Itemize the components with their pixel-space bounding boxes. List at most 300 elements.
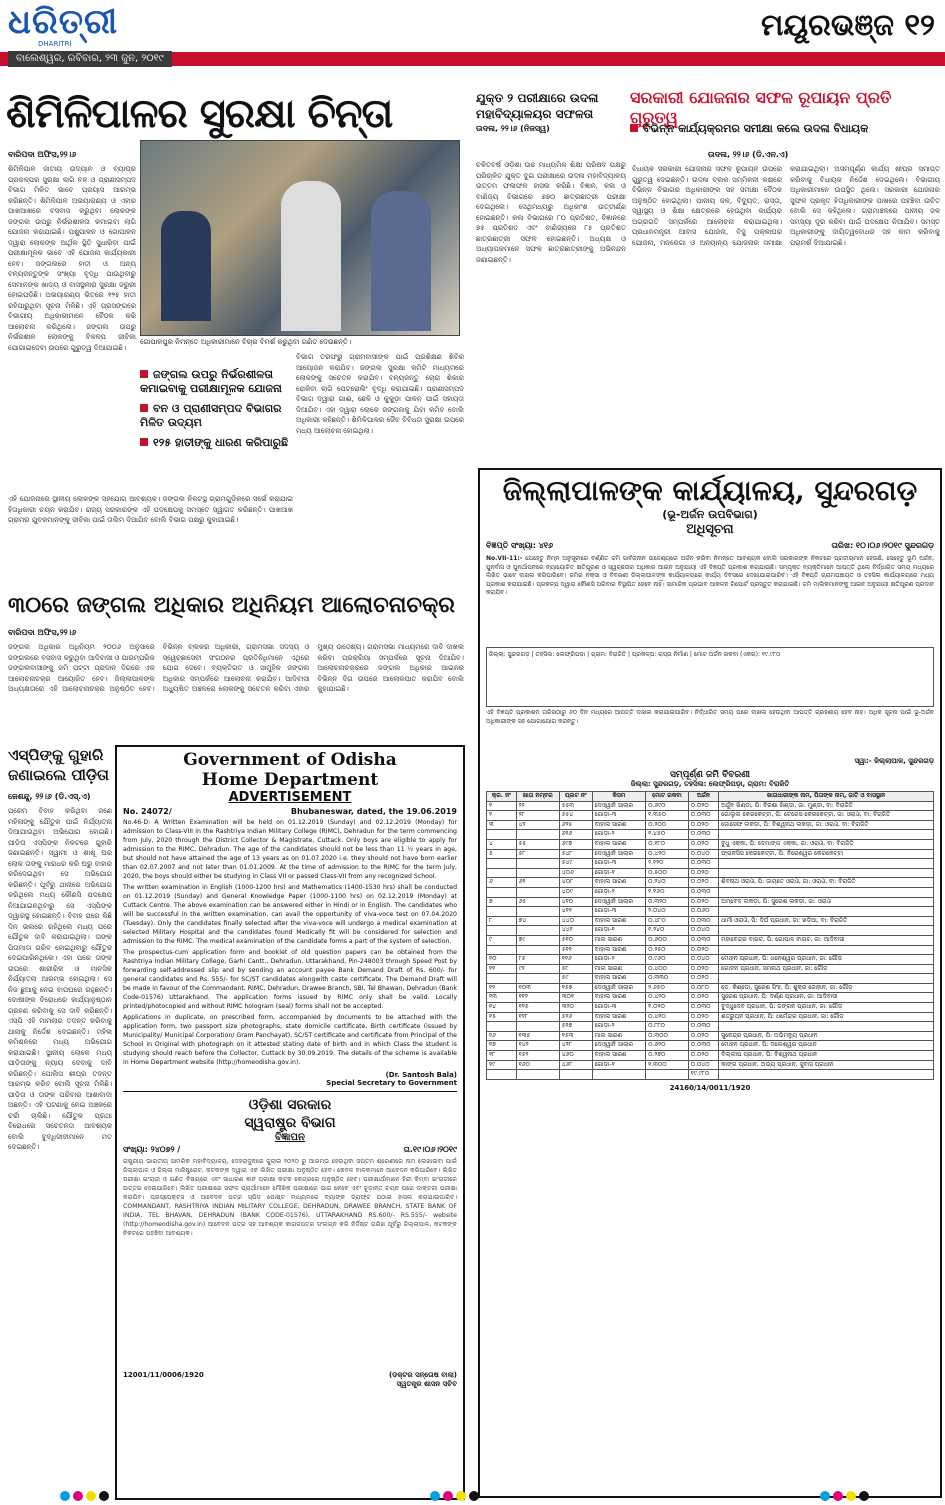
table-cell: ୦.୦୩୦	[688, 811, 718, 821]
table-cell: ୧୨୮	[516, 1012, 559, 1022]
table-cell: ୦.୦୪୦	[688, 955, 718, 965]
table-header-cell: ଅର୍ଜନ	[688, 792, 718, 802]
table-cell: ୦.୦୮୦	[688, 983, 718, 993]
table-cell: ୪୪୦	[559, 916, 592, 926]
table-cell: ୬୨୬	[559, 830, 592, 840]
table-cell	[487, 945, 517, 955]
table-cell: ଜୋସେଫ ଲକଡ଼ା, ପି: ବିଶ୍ୱନାଥ ଲକଡ଼ା, ଜା: ଓରାଓଁ, ବା: ବିରାଜିତି	[719, 820, 934, 830]
od-date: ତା.୧୯।୦୬।୨୦୧୯	[403, 1145, 457, 1154]
table-row	[487, 1022, 934, 1032]
govt-signer-title: Special Secretary to Government	[326, 1079, 457, 1087]
story2-byline: ଉଦଳା, ୨୨।୬ (ନିଜସ୍ୱ)	[476, 124, 550, 133]
table-cell: ଧାର୍ମୀ ଓରାଓଁ, ପି: ଦିର୍ଘ ପ୍ରଧାନ, ଜା: ଖଡ଼ିଆ, ବା: ବିରାଜିତି	[719, 916, 934, 926]
table-row	[487, 839, 934, 849]
od-title-2: ସ୍ୱରାଷ୍ଟ୍ର ବିଭାଗ	[244, 1115, 336, 1131]
land-schedule-table	[486, 791, 934, 1080]
registration-dot	[99, 1491, 109, 1501]
table-cell: ୮୫	[516, 955, 559, 965]
story5-headline: ଏସ୍‌ପିଙ୍କୁ ଗୁହାରି ଜଣାଇଲେ ପୀଡ଼ିତା	[8, 746, 109, 784]
table-cell: ୦.୪୦୦	[646, 964, 689, 974]
table-cell: ୫୫୪	[559, 811, 592, 821]
table-cell	[516, 926, 559, 936]
table-cell: ଗୋଦନ ପ୍ରଧାନ, ସମନାଥ ପ୍ରଧାନ, ଜା: ଗୌଡ଼	[719, 964, 934, 974]
table-cell: ୦.୦୨୦	[688, 964, 718, 974]
table-cell	[719, 868, 934, 878]
lead-photo	[140, 140, 460, 336]
table-row	[487, 830, 934, 840]
table-cell: ୪୨	[516, 820, 559, 830]
table-cell: ମାଲ ସାରଣ	[592, 964, 646, 974]
table-row	[487, 926, 934, 936]
logo-subtitle: DHARITRI	[38, 40, 72, 48]
notice-ref: No.VII-11:-	[486, 555, 523, 562]
story2-headline: ଯୁକ୍ତ ୨ ପରୀକ୍ଷାରେ ଉଦଳା ମହାବିଦ୍ୟାଳୟର ସଫଳତା	[476, 91, 599, 121]
notice-label: ଅଧିସୂଚନା	[686, 522, 734, 537]
story5-byline: ଜେଶନ୍ଦୁ, ୨୨।୬ (ଡି.ଏସ୍.ଏ)	[8, 792, 91, 801]
table-row	[487, 916, 934, 926]
table-cell: ୬	[487, 878, 517, 888]
table-cell: ୧୩୫	[516, 1031, 559, 1041]
lead-highlights	[140, 368, 290, 508]
table-cell: ଗୋଡ଼ା-୩	[592, 859, 646, 869]
table-row	[487, 907, 934, 917]
table-cell: ୦.୦୪୦	[688, 849, 718, 859]
story2-text: ଚଳିତବର୍ଷ ଓଡ଼ିଶା ଉଚ୍ଚ ମାଧ୍ୟମିକ ଶିକ୍ଷା ପରିଷଦ ପକ୍ଷରୁ ପରିଚାଳିତ ଯୁକ୍ତ ଦୁଇ ପରୀକ୍ଷାରେ ଉଦଳା ମହାବିଦ୍ୟାଳୟ ଉତ୍ତମ ଫଳାଫଳ ହାସଲ କରିଛି। ବିଜ୍ଞାନ, କଳା ଓ ବାଣିଜ୍ୟ ବିଭାଗରେ ୭୭୦ ଛାତ୍ରଛାତ୍ରୀ ପରୀକ୍ଷା ଦେଇଥିଲେ। ସେଥିମଧ୍ୟରୁ ଅଧିକାଂଶ ଉତ୍ତୀର୍ଣ୍ଣ ହୋଇଛନ୍ତି। କଳା ବିଭାଗରେ ୮୦ ପ୍ରତିଶତ, ବିଜ୍ଞାନରେ ୭୫ ପ୍ରତିଶତ ଏବଂ ବାଣିଜ୍ୟରେ ୮୫ ପ୍ରତିଶତ ଛାତ୍ରଛାତ୍ରୀ ସଫଳ ହୋଇଛନ୍ତି। ଅଧ୍ୟକ୍ଷ ଓ ଅଧ୍ୟାପକମାନେ ସଫଳ ଛାତ୍ରଛାତ୍ରୀଙ୍କୁ ଅଭିନନ୍ଦନ ଜଣାଇଛନ୍ତି।	[476, 161, 626, 264]
table-cell: ୦.୦୩୦	[688, 830, 718, 840]
table-cell	[516, 1022, 559, 1032]
table-cell: ୬୨୫	[559, 820, 592, 830]
table-cell	[487, 887, 517, 897]
table-cell	[719, 830, 934, 840]
story5-text: ପ୍ରେମ ବିବାହ କରିଥିବା ଜଣେ ମହିଳାଙ୍କୁ ଯୌତୁକ ପାଇଁ ନିର୍ଯ୍ୟାତନା ଦିଆଯାଉଥିବା ଅଭିଯୋଗ ହୋଇଛି। ପୀଡ଼ିତା ଏସ୍‌ପିଙ୍କ ନିକଟରେ ଗୁହାରି ଜଣାଇଛନ୍ତି। ସ୍ୱାମୀ ଓ ଶାଶୂ ଘର ଲୋକ ତାଙ୍କୁ ମାରଧର କରି ଘରୁ ବାହାର କରିଦେଇଥିବା ସେ ଅଭିଯୋଗ କରିଛନ୍ତି। ପୂର୍ବରୁ ଥାନାରେ ଅଭିଯୋଗ କରିଥିଲେ ମଧ୍ୟ କୌଣସି ପଦକ୍ଷେପ ନିଆଯାଇନଥିବାରୁ ସେ ଏସ୍‌ପିଙ୍କ ଦ୍ୱାରସ୍ଥ ହୋଇଛନ୍ତି। ବିବାହ ପରେ କିଛି ଦିନ ଭଲରେ ରହିଥିଲେ ମଧ୍ୟ ପରେ ଯୌତୁକ ଦାବି କରାଯାଇଥିଲା। ତାଙ୍କ ପିତାମାତା ଗରିବ ହୋଇଥିବାରୁ ଯୌତୁକ ଦେଇପାରିନଥିଲେ। ଏହା ପରେ ତାଙ୍କ ଉପରେ ଶାରୀରିକ ଓ ମାନସିକ ନିର୍ଯ୍ୟାତନା ଆରମ୍ଭ ହୋଇଥିଲା। ସେ ନିଜ ଛୁଆକୁ ନେଇ ବାପଘରେ ରହୁଛନ୍ତି। ଦୋଷୀଙ୍କ ବିରୋଧରେ କାର୍ଯ୍ୟାନୁଷ୍ଠାନ ଗ୍ରହଣ କରିବାକୁ ସେ ଦାବି କରିଛନ୍ତି। ଏସ୍‌ପି ଏହି ମାମଲାର ତଦନ୍ତ କରିବାକୁ ଥାନାକୁ ନିର୍ଦ୍ଦେଶ ଦେଇଛନ୍ତି। ମହିଳା କମିଶନରେ ମଧ୍ୟ ଅଭିଯୋଗ କରାଯାଇଛି। ସ୍ଥାନୀୟ ଲୋକେ ମଧ୍ୟ ପୀଡ଼ିତାଙ୍କୁ ନ୍ୟାୟ ଦେବାକୁ ଦାବି କରିଛନ୍ତି। ପୋଲିସ ଶୀଘ୍ର ତଦନ୍ତ ଆରମ୍ଭ କରିବ ବୋଲି ସୂଚନା ମିଳିଛି। ପୀଡ଼ିତା ଓ ତାଙ୍କ ପରିବାର ଆଶାବାଦୀ ଅଛନ୍ତି। ଏହି ଘଟଣାକୁ ନେଇ ଅଞ୍ଚଳରେ ଚର୍ଚ୍ଚା ଚାଲିଛି। ଯୌତୁକ ପ୍ରଥା ବିରୋଧରେ ସଚେତନତା ଆବଶ୍ୟକ ବୋଲି ବୁଦ୍ଧିଜୀବୀମାନେ ମତ ଦେଇଛନ୍ତି।	[8, 807, 112, 1151]
table-cell: ୨୨	[516, 801, 559, 811]
table-cell: ଦେଓ୍ୱାନି ସାଲାର	[592, 849, 646, 859]
table-cell: ୦.୪୮୦	[646, 916, 689, 926]
table-body	[487, 801, 934, 1079]
highlight-2: ବନ ଓ ପ୍ରାଣୀସମ୍ପଦ ବିଭାଗର ମିଳିତ ଉଦ୍ୟମ	[140, 402, 290, 430]
table-cell: ୦.୦୨୦	[688, 878, 718, 888]
table-cell: ୫୧୦	[559, 935, 592, 945]
table-cell: ୦.୦୪୦	[688, 1060, 718, 1070]
table-cell	[487, 926, 517, 936]
table-cell: ଦିଲ୍ଲୀପ ପ୍ରଧାନ, ପି: ବିଶ୍ୱନାଥ ପ୍ରଧାନ	[719, 1051, 934, 1061]
table-cell: ୯୨	[516, 964, 559, 974]
table-cell	[516, 1070, 559, 1080]
table-cell	[487, 868, 517, 878]
table-cell: ବାହାଲ ସାରଣ	[592, 820, 646, 830]
table-row	[487, 878, 934, 888]
table-cell: ୦.୦୩୦	[688, 935, 718, 945]
table-cell: ୦.୦୨୦	[688, 1051, 718, 1061]
table-cell: ୨	[487, 811, 517, 821]
table-cell: ଅମ୍ବେଦ ଲକଡ଼ା, ପି: ସୁରେଶ ଲକଡ଼ା, ଜା: ଓରାଓଁ	[719, 897, 934, 907]
table-cell: ଗୋଡ଼ା-୩	[592, 1003, 646, 1013]
table-row	[487, 1051, 934, 1061]
table-cell: ଗୋଡ଼ା-୨	[592, 887, 646, 897]
table-header-cell: କିସମ	[592, 792, 646, 802]
notice-summary-box: ଜିଲ୍ଲା: ସୁନ୍ଦରଗଡ଼ | ତହସିଲ: ଲେଫ୍ରିପଡ଼ା | ଗ୍ରାମ: ବିରାଜିତି | ପ୍ରକଳ୍ପ: ରାସ୍ତା ନିର୍ମାଣ | ମୋଟ ଅର୍ଜନ ରକବା (ଏକର): ୧୯.୯୮୦	[486, 647, 934, 707]
table-cell	[516, 907, 559, 917]
table-cell: ୫୪୯	[559, 859, 592, 869]
table-cell	[487, 1022, 517, 1032]
table-cell: ୧୭	[487, 1041, 517, 1051]
registration-dot	[73, 1491, 83, 1501]
table-cell	[487, 859, 517, 869]
lead-text-col1: ଶିମିଳିପାଳ ଜାତୀୟ ଉଦ୍ୟାନ ଓ ବ୍ୟାଘ୍ର ପ୍ରକଳ୍ପର ସୁରକ୍ଷା ଲାଗି ବନ ଓ ପ୍ରାଣୀସମ୍ପଦ ବିଭାଗ ମିଳିତ ଭାବେ ପ୍ରୟାସ ଆରମ୍ଭ କରିଛନ୍ତି। ଶିମିଳିପାଳ ଅଭୟାରଣ୍ୟ ଓ ଏହାର ପାଖଆଖରେ ବସବାସ କରୁଥିବା ଲୋକଙ୍କ ଜଙ୍ଗଲ ଉପରୁ ନିର୍ଭରଶୀଳତା କମାଇବା ଲାଗି ଯୋଜନା କରାଯାଇଛି। ପଶୁପାଳନ ଓ ଗୋପାଳନ ଦ୍ୱାରା ଲୋକଙ୍କ ଆର୍ଥିକ ସ୍ଥିତି ସୁଧାରିବା ପାଇଁ ପରୀକ୍ଷାମୂଳକ ଭାବେ ଏହି ଯୋଜନା କାର୍ଯ୍ୟକାରୀ ହେବ। ଜଙ୍ଗଲରେ ହାତୀ ଓ ଅନ୍ୟ ବନ୍ୟଜନ୍ତୁଙ୍କ ସଂଖ୍ୟା ବୃଦ୍ଧି ପାଉଥିବାରୁ ସେମାନଙ୍କ ଖାଦ୍ୟ ଓ ବାସସ୍ଥଳୀର ସୁରକ୍ଷା ଜରୁରୀ ହୋଇପଡ଼ିଛି। ଅଭୟାରଣ୍ୟ ଭିତରେ ୧୨୫ ହାତୀ ରହିପାରୁଥିବା ସୂଚନା ମିଳିଛି। ଏହି ପ୍ରସଙ୍ଗରେ ବିଭାଗୀୟ ଅଧିକାରୀମାନେ ବୈଠକ କରି ଆଲୋଚନା କରିଥିଲେ। ଜଙ୍ଗଲ ଉପରୁ ନିର୍ଭରଶୀଳ ଲୋକଙ୍କୁ ବିକଳ୍ପ ଜୀବିକା ଯୋଗାଇଦେବା ଉପରେ ଗୁରୁତ୍ୱ ଦିଆଯାଇଛି।	[8, 165, 136, 352]
table-cell: ୧	[487, 801, 517, 811]
table-cell: ୪	[487, 839, 517, 849]
table-cell	[592, 1070, 646, 1080]
table-row	[487, 1070, 934, 1080]
table-cell: ୧୧	[487, 964, 517, 974]
table-cell	[719, 859, 934, 869]
table-cell: ୧୦	[487, 955, 517, 965]
table-row	[487, 935, 934, 945]
table-row	[487, 1041, 934, 1051]
table-cell	[487, 1070, 517, 1080]
table-cell: ସୁରେଶ ପ୍ରଧାନ, ପି: ବର୍ଣ୍ଣ ପ୍ରଧାନ, ଜା: ଆଦିବାସୀ	[719, 993, 934, 1003]
notice-terms: ଏହି ବିଜ୍ଞପ୍ତି ପ୍ରକାଶନ ତାରିଖଠାରୁ ୬୦ ଦିନ ମଧ୍ୟରେ ଆପତ୍ତି ଦାଖଲ କରାଯାଇପାରିବ। ନିର୍ଦ୍ଧାରିତ ସମୟ ପରେ ଦାଖଲ ହେଉଥିବା ଆପତ୍ତି ଗ୍ରହଣୀୟ ହେବ ନାହିଁ। ଅଧିକ ସୂଚନା ପାଇଁ ଭୂ-ଅର୍ଜନ ଅଧିକାରୀଙ୍କ ସହ ଯୋଗାଯୋଗ କରନ୍ତୁ।	[486, 709, 934, 725]
table-cell: ୦.୬୨୦	[646, 1041, 689, 1051]
table-row	[487, 945, 934, 955]
govt-ad-code: 12001/11/0006/1920	[123, 1371, 204, 1379]
govt-date: Bhubaneswar, dated, the 19.06.2019	[290, 807, 457, 816]
table-cell	[719, 974, 934, 984]
table-cell: ୨.୦୪୦	[646, 907, 689, 917]
table-cell: ସୁନେନ୍ଦ୍ର ପ୍ରଧାନ, ପି: ଅଭିମନ୍ୟୁ ପ୍ରଧାନ	[719, 1031, 934, 1041]
table-cell: ଅର୍ଜୁନ ଖିଣ୍ଡା, ପି: ବିରଶା ଖିଣ୍ଡା, ଜା: ମୁଣ୍ଡା, ବା: ବିରାଜିତି	[719, 801, 934, 811]
table-cell: ୪୦୯	[559, 887, 592, 897]
od-signer-title: ସ୍ୱତନ୍ତ୍ର ଶାସନ ସଚିବ	[396, 1380, 457, 1388]
notice-number: ବିଜ୍ଞପ୍ତି ସଂଖ୍ୟା: ୪୧୬	[486, 541, 554, 550]
table-cell: ୪୦୬	[559, 868, 592, 878]
govt-signer: (Dr. Santosh Bala)	[385, 1071, 457, 1079]
table-cell: ୫୨୬	[559, 1012, 592, 1022]
table-cell: କାଙ୍ଗ ପ୍ରଧାନ, ଅଭ୍ୟ ପ୍ରଧାନ, ସୁବାସ ପ୍ରଧାନ	[719, 1060, 934, 1070]
table-cell: ୪୦୮	[559, 878, 592, 888]
govt-title: Government of Odisha	[183, 750, 397, 770]
govt-para-4: Applications in duplicate, on prescribed form, accompanied by documents to be attached with the application form, two passport size photographs, state domicile certificate, Birth certificate (issued by Municipality/ Municipal Corporation/ Gram Panchayat), SC/ST certificate and certificate from Principal of the School in Original with photograph on it attested stating date of birth and in which Class the student is studying should reach before the Collector, Cuttack by 30.09.2019. The details of the scheme is available in Home Department website (http://homeodisha.gov.in).	[123, 1014, 457, 1066]
summary-title: ସମ୍ପୂର୍ଣ୍ଣ ଜମି ବିବରଣୀ	[669, 770, 751, 780]
table-cell: ୦.୦୨୦	[688, 1012, 718, 1022]
table-cell: ଦେଓ୍ୱାନି ସାଲାର	[592, 1041, 646, 1051]
collector-notice	[478, 468, 942, 1498]
table-cell: ୦.୦୩୦	[688, 1022, 718, 1032]
notice-signer: ସ୍ୱା:- ଜିଲ୍ଲାପାଳ, ସୁନ୍ଦରଗଡ଼	[854, 757, 934, 765]
table-cell: ୧୯.୯୮୦	[688, 1070, 718, 1080]
table-cell: ବାହାଲ ସାରଣ	[592, 974, 646, 984]
notice-subdivision: (ଭୂ-ଅର୍ଜନ ଉପବିଭାଗ)	[662, 508, 758, 521]
table-cell	[559, 1070, 592, 1080]
dateline: ବାଲେଶ୍ୱର, ରବିବାର, ୨୩ ଜୁନ, ୨୦୧୯	[8, 51, 172, 67]
table-cell: ବାହାଲ ସାରଣ	[592, 1012, 646, 1022]
table-cell: ଦେଓ୍ୱାନି ସାଲାର	[592, 801, 646, 811]
table-cell: ୫୮	[559, 964, 592, 974]
od-body: ରାଷ୍ଟ୍ରୀୟ ଭାରତୀୟ ସାମରିକ ମହାବିଦ୍ୟାଳୟ, ଦେହରାଦୁନରେ ଜୁଲାଇ ୨୦୨୦ ରୁ ଆରମ୍ଭ ହେଉଥିବା ସପ୍ତମ ଶ୍ରେଣୀରେ ନାମ ଲେଖାଇବା ପାଇଁ ଜିଲ୍ଲାପାଳ ଓ ଜିଲ୍ଲା ମାଜିଷ୍ଟ୍ରେଟ, କଟକଙ୍କ ଦ୍ୱାରା ଏକ ଲିଖିତ ପରୀକ୍ଷା ଅନୁଷ୍ଠିତ ହେବ। କେବଳ ବାଳକମାନେ ଆବେଦନ କରିପାରିବେ। ଲିଖିତ ପରୀକ୍ଷା ଇଂରାଜୀ ଓ ଗଣିତ ବିଷୟରେ ଏବଂ ସାଧାରଣ ଜ୍ଞାନ ପରୀକ୍ଷା କଟକ କେନ୍ଦ୍ରରେ ଅନୁଷ୍ଠିତ ହେବ। ପରୀକ୍ଷାର୍ଥୀମାନେ ହିନ୍ଦୀ କିମ୍ବା ଇଂରାଜୀରେ ଉତ୍ତର ଦେଇପାରିବେ। ଲିଖିତ ପରୀକ୍ଷାରେ ସଫଳ ପ୍ରାର୍ଥୀମାନେ ମୌଖିକ ପରୀକ୍ଷାରେ ଭାଗ ନେବେ ଏବଂ ଚୂଡ଼ାନ୍ତ ଚୟନ ପରେ ଡାକ୍ତରୀ ପରୀକ୍ଷା କରାଯିବ। ପ୍ରସ୍ପେକ୍ଟସ ଓ ଆବେଦନ ପତ୍ର ସ୍ପିଡ଼ ପୋଷ୍ଟ ମାଧ୍ୟମରେ ବ୍ୟାଙ୍କ ଡ୍ରାଫ୍ଟ ପଠାଇ ହାସଲ କରାଯାଇପାରିବ। COMMANDANT, RASHTRIYA INDIAN MILITARY COLLEGE, DEHRADUN, DRAWEE BRANCH, STATE BANK OF INDIA, TEL BHAVAN, DEHRADUN (BANK CODE-01576), UTTARAKHAND RS.600/- RS.555/- website (http://homeodisha.gov.in) ଆବେଦନ ପତ୍ର ସହ ଆବଶ୍ୟକ କାଗଜପତ୍ର ସଂଲଗ୍ନ କରି ନିର୍ଦ୍ଦିଷ୍ଟ ତାରିଖ ପୂର୍ବରୁ ଜିଲ୍ଲାପାଳ, କଟକଙ୍କ ନିକଟରେ ପହଞ୍ଚିବା ଆବଶ୍ୟକ।	[123, 1158, 457, 1237]
table-cell: ୦.୦୨୦	[688, 1031, 718, 1041]
notice-code: 24160/14/0011/1920	[669, 1083, 751, 1092]
table-cell: ୧୫୨	[516, 1051, 559, 1061]
table-cell	[719, 907, 934, 917]
table-cell	[646, 1070, 689, 1080]
table-cell: ୧୬୦	[516, 1060, 559, 1070]
story3-headline: ସରକାରୀ ଯୋଜନାର ସଫଳ ରୂପାୟନ ପ୍ରତି ଗୁରୁତ୍ୱ	[630, 88, 892, 127]
table-cell: ୧.୦୨୦	[646, 1003, 689, 1013]
table-cell: ମହାବେନ୍ଦ୍ର ବାଗଚ, ପି: ଗୋପାଳ ବାଗଚ, ଜା: ଆଦିବାସୀ	[719, 935, 934, 945]
table-cell: ୦.୦୨୦	[688, 868, 718, 878]
table-cell	[516, 974, 559, 984]
table-cell: ୧୫	[487, 1012, 517, 1022]
table-row	[487, 801, 934, 811]
govt-adv-label: ADVERTISEMENT	[228, 790, 352, 805]
table-cell: ୦.୯୬୦	[646, 955, 689, 965]
registration-dot	[430, 1491, 440, 1501]
table-header-row	[487, 792, 934, 802]
table-cell: ୧୧୫	[516, 1003, 559, 1013]
table-header-cell: ପ୍ଲଟ ନଂ	[559, 792, 592, 802]
story3-text: ବିଧାୟକ ସରକାରୀ ଯୋଜନାର ସଫଳ ରୂପାୟନ ଉପରେ ଗୁରୁତ୍ୱ ଦେଇଛନ୍ତି। ଉଦଳା ବ୍ଲକ ସମ୍ମିଳନୀ କକ୍ଷରେ ବିଭିନ୍ନ ବିଭାଗର ଅଧିକାରୀଙ୍କ ସହ ସମୀକ୍ଷା ବୈଠକ ଅନୁଷ୍ଠିତ ହୋଇଥିଲା। ପାନୀୟ ଜଳ, ବିଦ୍ୟୁତ, ରାସ୍ତା, ସ୍ୱାସ୍ଥ୍ୟ ଓ ଶିକ୍ଷା କ୍ଷେତ୍ରରେ ହେଉଥିବା କାର୍ଯ୍ୟର ଅଗ୍ରଗତି ସମ୍ପର୍କରେ ଆଲୋଚନା କରାଯାଇଥିଲା। ପ୍ରଧାନମନ୍ତ୍ରୀ ଆବାସ ଯୋଜନା, ବିଜୁ ପକ୍କାଘର ଯୋଜନା, ମନରେଗା ଓ ଅନ୍ୟାନ୍ୟ ଯୋଜନାର ସମୀକ୍ଷା କରାଯାଇଥିଲା। ଅସମ୍ପୂର୍ଣ୍ଣ କାର୍ଯ୍ୟ ଶୀଘ୍ର ସମାପ୍ତ କରିବାକୁ ବିଧାୟକ ନିର୍ଦ୍ଦେଶ ଦେଇଥିଲେ। ବିଭାଗୀୟ ଅଧିକାରୀମାନେ ଉପସ୍ଥିତ ଥିଲେ। ସରକାରୀ ଯୋଜନାର ସୁଫଳ ପ୍ରକୃତ ହିତାଧିକାରୀଙ୍କ ପାଖରେ ପହଞ୍ଚିବା ଉଚିତ ବୋଲି ସେ କହିଥିଲେ। ଗ୍ରାମାଞ୍ଚଳରେ ପାନୀୟ ଜଳ ସମସ୍ୟା ଦୂର କରିବା ପାଇଁ ପଦକ୍ଷେପ ନିଆଯିବ। ସମସ୍ତ ଅଧିକାରୀଙ୍କୁ ଦାୟିତ୍ୱବୋଧର ସହ କାମ କରିବାକୁ ପରାମର୍ଶ ଦିଆଯାଇଛି।	[632, 165, 940, 247]
photo-caption: ଗୋପାଳପୁର ନିମନ୍ତେ ଅଧିକାରୀମାନେ ବିଚାର ବିମର୍ଶ କରୁଥିବା ଗଣିତ ଦେଉଛନ୍ତି।	[140, 338, 352, 346]
table-cell: ୪୨୮	[559, 1041, 592, 1051]
table-cell: ୧.୩୦୦	[646, 1060, 689, 1070]
table-cell: ୦.୪୨୦	[646, 993, 689, 1003]
highlight-3: ୧୨୫ ହାତୀଙ୍କୁ ଧାରଣ କରିପାରୁଛି	[140, 436, 290, 450]
table-cell	[516, 887, 559, 897]
table-cell: ଗୋଡ଼ା-୧	[592, 926, 646, 936]
table-cell	[487, 974, 517, 984]
notice-title: ଜିଲ୍ଲାପାଳଙ୍କ କାର୍ଯ୍ୟାଳୟ, ସୁନ୍ଦରଗଡ଼	[502, 474, 918, 507]
table-cell: ଫ୍ରାନସିସ କେରକେଟ୍ଟା, ପି: ବିରେଶ୍ୱର କେରକେଟ୍ଟା	[719, 849, 934, 859]
table-cell: ୦.୪୨୦	[646, 849, 689, 859]
notice-preamble: No.VII-11:- ଯେହେତୁ ନିମ୍ନ ଅନୁସୂଚୀରେ ବର୍ଣ୍ଣିତ ଜମି ସାର୍ବଜନୀନ ଉଦ୍ଦେଶ୍ୟରେ ଅର୍ଜନ କରିବା ନିମନ୍ତେ ଆବଶ୍ୟକ ବୋଲି ସରକାରଙ୍କ ନିକଟରେ ପ୍ରତୀୟମାନ ହେଉଛି, ସେହେତୁ ଭୂମି ଅର୍ଜନ, ପୁନର୍ବାସ ଓ ପୁନର୍ଥାପନରେ ନ୍ୟାୟୋଚିତ କ୍ଷତିପୂରଣ ଓ ସ୍ୱଚ୍ଛତାର ଅଧିକାର ଆଇନ ଅନୁଯାୟୀ ଏହି ବିଜ୍ଞପ୍ତି ପ୍ରକାଶ କରାଯାଉଛି। ସମ୍ପୃକ୍ତ ବ୍ୟକ୍ତିମାନେ ଆପତ୍ତି ଥିଲେ ନିର୍ଦ୍ଧାରିତ ସମୟ ମଧ୍ୟରେ ଲିଖିତ ଭାବେ ଦାଖଲ କରିପାରିବେ। ଜମିର ନକ୍ସା ଓ ବିବରଣୀ ଜିଲ୍ଲାପାଳଙ୍କ କାର୍ଯ୍ୟାଳୟରେ କାର୍ଯ୍ୟ ଦିବସରେ ଦେଖାଯାଇପାରିବ। ଏହି ବିଜ୍ଞପ୍ତି ଗ୍ରାମପଞ୍ଚାୟତ ଓ ତହସିଲ କାର୍ଯ୍ୟାଳୟରେ ମଧ୍ୟ ପ୍ରକାଶ କରାଯାଇଛି। ପ୍ରକଳ୍ପ ଦ୍ୱାରା କୌଣସି ପରିବାର ବିସ୍ଥାପିତ ହେବେ ନାହିଁ। ସାମାଜିକ ପ୍ରଭାବ ଆକଳନ ରିପୋର୍ଟ ପ୍ରସ୍ତୁତ କରାଯାଇଛି। ଜମି ମାଲିକମାନଙ୍କୁ ଆଇନ ଅନୁଯାୟୀ କ୍ଷତିପୂରଣ ପ୍ରଦାନ କରାଯିବ।	[486, 555, 934, 596]
table-cell: ୧୨	[487, 983, 517, 993]
table-cell: ୭	[487, 897, 517, 907]
table-cell: ଗୋଡ଼ା-୨	[592, 830, 646, 840]
table-row	[487, 820, 934, 830]
table-row	[487, 1060, 934, 1070]
table-cell: ବୁଦ୍ଧୁଦେବ ପ୍ରଧାନ, ପି: ଜଙ୍ଗନ ପ୍ରଧାନ, ଜା: ଗୌଡ଼	[719, 1003, 934, 1013]
table-cell: ବାହାଲ ସାରଣ	[592, 993, 646, 1003]
table-cell: ୦.୦୨୦	[688, 801, 718, 811]
govt-odisha-advertisement	[115, 745, 465, 1500]
table-cell: ମାଲ ସାରଣ	[592, 1031, 646, 1041]
table-row	[487, 811, 934, 821]
registration-dot	[60, 1491, 70, 1501]
table-cell: ୦.୦୩୦	[688, 916, 718, 926]
registration-dot	[833, 1491, 843, 1501]
govt-para-3: The prospectus-cum application form and booklet of old question papers can be obtained from the Rashtriya Indian Military College, Garhi Cantt., Dehradun, Uttarakhand, Pin-248003 through Speed Post by forwarding self-addressed slip and by sending an account payee Bank Demand Draft of Rs. 600/- for general candidates and Rs. 555/- for SC/ST candidates alongwith caste certificate. The Demand Draft will be made in favour of the Commandant, RIMC, Dehradun, Drawee Branch, SBI, Tel Bhawan, Dehradun (Bank Code-01576) Uttarakhand. The application forms issued by RIMC only shall be valid. Locally printed/photocopied and without RIMC hologram (seal) forms shall not be accepted.	[123, 949, 457, 1010]
table-cell: ୧୫୭	[559, 983, 592, 993]
table-cell: ୨୮	[516, 811, 559, 821]
table-cell: ୦.୨୫୦	[646, 945, 689, 955]
table-cell: ମାଲ ସାରଣ	[592, 935, 646, 945]
summary-subtitle: ଜିଲ୍ଲା: ସୁନ୍ଦରଗଡ଼, ତହସିଲ: ଲେଫ୍ରିପଡ଼ା, ଗ୍ରାମ: ବିରାଜିତି	[630, 780, 790, 788]
table-cell: ୪୬୦	[559, 1051, 592, 1061]
table-cell: ଗୋଡ଼ା-୩	[592, 907, 646, 917]
table-row	[487, 1031, 934, 1041]
table-cell: ବାହାଲ ସାରଣ	[592, 916, 646, 926]
table-cell: ଗୋଡ଼ା-୧	[592, 1060, 646, 1070]
table-cell: ୧୩	[487, 993, 517, 1003]
govt-para-2: The written examination in English (1000-1200 hrs) and Mathematics (1400-1530 hrs) shall be conducted on 01.12.2019 (Sunday) and General Knowledge Paper (1000-1100 hrs) on 02.12.2019 (Monday) at Cuttack Centre. The above examination can be answered either in Hindi or in English. The candidates who will be successful in the written examination, can avail the opportunity of viva-voce test on 07.04.2020 (Tuesday). Only the candidates finally selected after the viva-voce will undergo a medical examination at selected Military Hospital and the candidates found Medically fit will be considered for selection and admission to the RIMC. The medical examination of the candidate forms a part of the system of selection.	[123, 884, 457, 945]
registration-marks-right	[820, 1486, 872, 1505]
table-cell: ୦.୨୪୦	[646, 878, 689, 888]
table-cell: ୦.୦୩୦	[688, 1003, 718, 1013]
table-cell: ୦.୦୬୦	[688, 907, 718, 917]
table-cell: ୫୫	[516, 839, 559, 849]
story4-text: ଜଙ୍ଗଲ ଅଧିକାର ଅଧିନିୟମ ୨୦୦୬ ଅନୁସାରେ ଜଙ୍ଗଲରେ ବସବାସ କରୁଥିବା ଆଦିବାସୀ ଓ ପାରମ୍ପରିକ ଜଙ୍ଗଲବାସୀଙ୍କୁ ଜମି ପଟ୍ଟା ପ୍ରଦାନ ଦିଗରେ ଏକ ଆଲୋଚନାଚକ୍ର ଆୟୋଜିତ ହେବ। ଜିଲ୍ଲାପାଳଙ୍କ ଅଧ୍ୟକ୍ଷତାରେ ଏହି ଆଲୋଚନାଚକ୍ର ଅନୁଷ୍ଠିତ ହେବ। ବିଭିନ୍ନ ବ୍ଲକର ଅଧିକାରୀ, ଗ୍ରାମସଭା ସଦସ୍ୟ ଓ ସ୍ୱେଚ୍ଛାସେବୀ ସଂଗଠନର ପ୍ରତିନିଧିମାନେ ଏଥିରେ ଯୋଗ ଦେବେ। ବ୍ୟକ୍ତିଗତ ଓ ସାମୁହିକ ଜଙ୍ଗଲ ଅଧିକାର ସମ୍ପର୍କରେ ଆଲୋଚନା କରାଯିବ। ଆଦିବାସୀ ଅଧ୍ୟୁଷିତ ଅଞ୍ଚଳରେ ଲୋକଙ୍କୁ ସଚେତନ କରିବା ଏହାର ମୁଖ୍ୟ ଉଦ୍ଦେଶ୍ୟ। ଗ୍ରାମସଭା ମାଧ୍ୟମରେ ଦାବି ଦାଖଲ କରିବା ପ୍ରକ୍ରିୟା ସମ୍ପର୍କରେ ସୂଚନା ଦିଆଯିବ। ଆଲୋଚନାଚକ୍ରରେ ଜଙ୍ଗଲ ଅଧିକାର ଆଇନର ବିଭିନ୍ନ ଦିଗ ଉପରେ ଆଲୋକପାତ କରାଯିବ ବୋଲି କୁହାଯାଇଛି।	[8, 643, 464, 693]
govt-para-1: No.46-D: A Written Examination will be held on 01.12.2019 (Sunday) and 02.12.2019 (Monday) for admission to Class-VIII in the Rashtriya Indian Military College (RIMC), Dehradun for the term commencing from July, 2020 through the District Collector & Magistrate, Cuttack. Only boys are eligible to apply for admission to the RIMC, Dehradun. The age of the candidates should not be less than 11 ½ years in age, but should not have attained the age of 13 years as on 01.07.2020 i.e. they should not have born earlier than 02.07.2007 and not later than 01.01.2009. At the time of admission to the RIMC for the term July, 2020, the boys should either be studying in Class VII or passed Class-VII from any recognized School.	[123, 819, 457, 880]
table-cell: ୦.୩୩୦	[646, 974, 689, 984]
table-cell: ୩	[487, 820, 517, 830]
table-cell: ୪୧୨	[559, 907, 592, 917]
table-cell: ମୋହନ ପ୍ରଧାନ, ପି: ଧନେଶ୍ୱର ପ୍ରଧାନ, ଜା: ଗୌଡ଼	[719, 955, 934, 965]
table-cell: ୦.୦୩୦	[688, 859, 718, 869]
od-signer: (ଡକ୍ଟର ସନ୍ତୋଷ ବାଲା)	[388, 1371, 457, 1379]
story3-subheadline: ବିଭିନ୍ନ କାର୍ଯ୍ୟକ୍ରମର ସମୀକ୍ଷା କଲେ ଉଦଳା ବିଧାୟକ	[630, 122, 940, 136]
lead-text-bottom: ଏହି ଯୋଜନାରେ ସ୍ଥାନୀୟ ଲୋକଙ୍କ ସହଯୋଗ ଆବଶ୍ୟକ। ଜଙ୍ଗଲ ନିକଟସ୍ଥ ଗ୍ରାମଗୁଡ଼ିକରେ ସର୍ଭେ କରାଯାଇ ହିତାଧିକାରୀ ଚୟନ କରାଯିବ। ରାଜ୍ୟ ସରକାରଙ୍କ ଏହି ପଦକ୍ଷେପକୁ ସମସ୍ତେ ସ୍ୱାଗତ କରିଛନ୍ତି। ପାଖଆଖ ଗ୍ରାମର ଯୁବକମାନଙ୍କୁ ଜୀବିକା ପାଇଁ ତାଲିମ ଦିଆଯିବ ବୋଲି ବିଭାଗ ପକ୍ଷରୁ କୁହାଯାଇଛି।	[8, 495, 293, 524]
govt-dept: Home Department	[201, 770, 379, 790]
table-cell: ୯	[487, 935, 517, 945]
table-header-cell: ଖାତାଧାରୀଙ୍କ ନାମ, ପିତାଙ୍କ ନାମ, ଜାତି ଓ ବାସସ୍ଥାନ	[719, 792, 934, 802]
table-cell: ୪୧୦	[559, 897, 592, 907]
district-name: ମୟୂରଭଞ୍ଜ	[760, 8, 894, 43]
table-cell: ୧୫୩	[559, 1031, 592, 1041]
od-no: ସଂଖ୍ୟା: ୨୪୦୭୨ /	[123, 1145, 181, 1154]
table-cell: ବାହାଲ ସାରଣ	[592, 878, 646, 888]
table-cell: ୦.୦୨୦	[688, 897, 718, 907]
table-cell	[719, 1070, 934, 1080]
table-cell: ୦.୬୯୦	[646, 801, 689, 811]
table-cell: ୧୮	[487, 1051, 517, 1061]
registration-dot	[820, 1491, 830, 1501]
table-cell: ୦.୧୮୦	[646, 839, 689, 849]
table-cell: ୧.୧୬୦	[646, 887, 689, 897]
table-cell: ଦେଓ୍ୱାନି ସାଲାର	[592, 983, 646, 993]
table-row	[487, 993, 934, 1003]
table-cell: ୧୧୨	[516, 993, 559, 1003]
story3-byline: ଉଦଳା, ୨୨।୬ (ଡି.ଏନ.ଏ)	[708, 150, 789, 159]
table-cell: ୪୪୧	[559, 926, 592, 936]
story4-headline: ୩୦ରେ ଜଙ୍ଗଲ ଅଧିକାର ଅଧିନିୟମ ଆଲୋଚନାଚକ୍ର	[8, 592, 455, 618]
table-cell: ୧୧୬	[559, 955, 592, 965]
table-cell: ୧.୪୫୦	[646, 830, 689, 840]
table-cell: ୭୯	[516, 935, 559, 945]
table-cell: ୭୪	[516, 916, 559, 926]
table-cell: ୨.୧୨୦	[646, 859, 689, 869]
od-title-1: ଓଡ଼ିଶା ସରକାର	[248, 1097, 332, 1113]
table-cell: ୦.୦୪୦	[688, 926, 718, 936]
lead-byline: ବାରିପଦା ଅଫିସ,୨୨।୬	[8, 150, 77, 159]
table-cell: ୮	[487, 916, 517, 926]
table-cell: ବାହାଲ ସାରଣ	[592, 1051, 646, 1061]
table-cell: ୧.୩୫୦	[646, 811, 689, 821]
table-row	[487, 849, 934, 859]
table-row	[487, 974, 934, 984]
table-cell: ୧୬	[487, 1031, 517, 1041]
table-cell: ୧.୨୪୦	[646, 926, 689, 936]
table-cell: ଦେଓ୍ୱାନି ସାଲାର	[592, 897, 646, 907]
registration-dot	[443, 1491, 453, 1501]
table-cell: ୩୦୧	[559, 993, 592, 1003]
table-cell: ୧୪୨	[516, 1041, 559, 1051]
table-cell: ୬୫	[516, 897, 559, 907]
table-row	[487, 983, 934, 993]
table-cell: ୩୨୦	[559, 1003, 592, 1013]
highlight-1: ଜଙ୍ଗଲ ଉପରୁ ନିର୍ଭରଶୀଳତା କମାଇବାକୁ ପରୀକ୍ଷାମୂଳକ ଯୋଜନା	[140, 368, 290, 396]
table-cell: ୦.୦୩୦	[688, 1041, 718, 1051]
registration-dot	[846, 1491, 856, 1501]
od-title-3: ବିଜ୍ଞାପନ	[275, 1132, 305, 1143]
table-cell: ଗୋଡ଼ା-୩	[592, 811, 646, 821]
table-cell: ୧୦୩	[516, 983, 559, 993]
table-cell: ଶତ୍ରୁଘ୍ନ ପ୍ରଧାନ, ପି: ଧର୍ମେନ୍ଦ୍ର ପ୍ରଧାନ, ଜା: ଗୌଡ଼	[719, 1012, 934, 1022]
page-header	[761, 8, 935, 43]
table-cell: ୦.୨୦୦	[646, 820, 689, 830]
table-cell: ୫୮	[516, 849, 559, 859]
registration-marks-center	[430, 1486, 482, 1505]
table-cell: ୬୧	[516, 878, 559, 888]
table-cell: ୦.୫୦୦	[646, 868, 689, 878]
table-cell: ବାହାଲ ସାରଣ	[592, 839, 646, 849]
govt-no: No. 24072/	[123, 807, 172, 816]
table-cell: ୦.୮୮୦	[646, 1022, 689, 1032]
table-cell	[719, 887, 934, 897]
masthead-logo	[8, 4, 128, 48]
logo-text: ଧରିତ୍ରୀ	[8, 2, 119, 42]
table-cell: ୦.୨୭୦	[646, 1051, 689, 1061]
registration-dot	[456, 1491, 466, 1501]
table-cell	[487, 907, 517, 917]
lead-text-col3: ବିଭାଗ ତରଫରୁ ଗ୍ରାମବାସୀଙ୍କ ପାଇଁ ପ୍ରଶିକ୍ଷଣ ଶିବିର ଆୟୋଜନ କରାଯିବ। ଜଙ୍ଗଲ ସୁରକ୍ଷା କମିଟି ମାଧ୍ୟମରେ ଲୋକଙ୍କୁ ସଚେତନ କରାଯିବ। ବନ୍ୟଜନ୍ତୁ ଚୋରା ଶିକାର ରୋକିବା ଲାଗି ପେଟ୍ରୋଲିଂ ବୃଦ୍ଧି କରାଯାଇଛି। ପ୍ରାଣୀସମ୍ପଦ ବିଭାଗ ଦ୍ୱାରା ଗାଈ, ଛେଳି ଓ କୁକୁଡ଼ା ପାଳନ ପାଇଁ ସହାୟତା ଦିଆଯିବ। ଏହା ଦ୍ୱାରା ଲୋକେ ଜଙ୍ଗଲକୁ ଯିବା କମିବ ବୋଲି ଅଧିକାରୀ କହିଛନ୍ତି। ଶିମିଳିପାଳର ଜୈବ ବିବିଧତା ସୁରକ୍ଷା ଉପରେ ମଧ୍ୟ ଆଲୋଚନା ହୋଇଥିଲା।	[296, 353, 464, 435]
table-cell: ୦.୦୨୦	[688, 820, 718, 830]
table-cell: ୫୯	[559, 974, 592, 984]
table-cell: ୦.୪୧୦	[646, 1012, 689, 1022]
table-row	[487, 1003, 934, 1013]
table-cell: ଗୋଲୁଲ କେରକେଟ୍ଟା, ପି: ଟେରେସ କେରକେଟ୍ଟା, ଜା: ଓରାଓଁ, ବା: ବିରାଜିତି	[719, 811, 934, 821]
table-row	[487, 859, 934, 869]
story4-byline: ବାରିପଦା ଅଫିସ,୨୨।୬	[8, 628, 77, 637]
table-cell	[516, 868, 559, 878]
table-cell: ୫୫୩	[559, 801, 592, 811]
table-cell	[516, 830, 559, 840]
table-cell	[719, 945, 934, 955]
table-cell: ୦.୦୨୦	[688, 839, 718, 849]
table-cell: ୧୯	[487, 1060, 517, 1070]
table-row	[487, 1012, 934, 1022]
table-cell: ଶିବନାଥ ଓରାଓଁ, ପି: ଜାୟତେ ଓରାଓଁ, ଜା: ଓରାଓଁ, ବା: ବିରାଜିତି	[719, 878, 934, 888]
table-cell	[516, 859, 559, 869]
table-cell: ୫୧୧	[559, 945, 592, 955]
table-row	[487, 955, 934, 965]
table-cell	[516, 945, 559, 955]
table-cell: ୨.୬୫୦	[646, 983, 689, 993]
registration-marks-left	[60, 1486, 112, 1505]
table-cell: ୫	[487, 849, 517, 859]
table-header-cell: କ୍ର. ନଂ	[487, 792, 517, 802]
table-cell: ୪୬୮	[559, 1060, 592, 1070]
table-cell	[719, 926, 934, 936]
table-cell: ୦.୬୦୦	[646, 935, 689, 945]
notice-date: ତାରିଖ: ୧୦।୦୬।୨୦୧୯ ସୁନ୍ଦରଗଡ଼	[831, 541, 934, 550]
table-cell: ୦.୦୨୦	[688, 974, 718, 984]
page-number: ୧୨	[904, 8, 935, 43]
table-cell: ୦.୦୩୦	[688, 887, 718, 897]
registration-dot	[469, 1491, 479, 1501]
table-cell: ବୁଧୁ ଏକ୍କା, ପି: ଦେମାଙ୍ଗ ଏକ୍କା, ଜା: ଓରାଓଁ, ବା: ବିରାଜିତି	[719, 839, 934, 849]
table-cell: ୦.୩୦୦	[646, 1031, 689, 1041]
table-header-cell: ଖାତା ନମ୍ବର	[516, 792, 559, 802]
